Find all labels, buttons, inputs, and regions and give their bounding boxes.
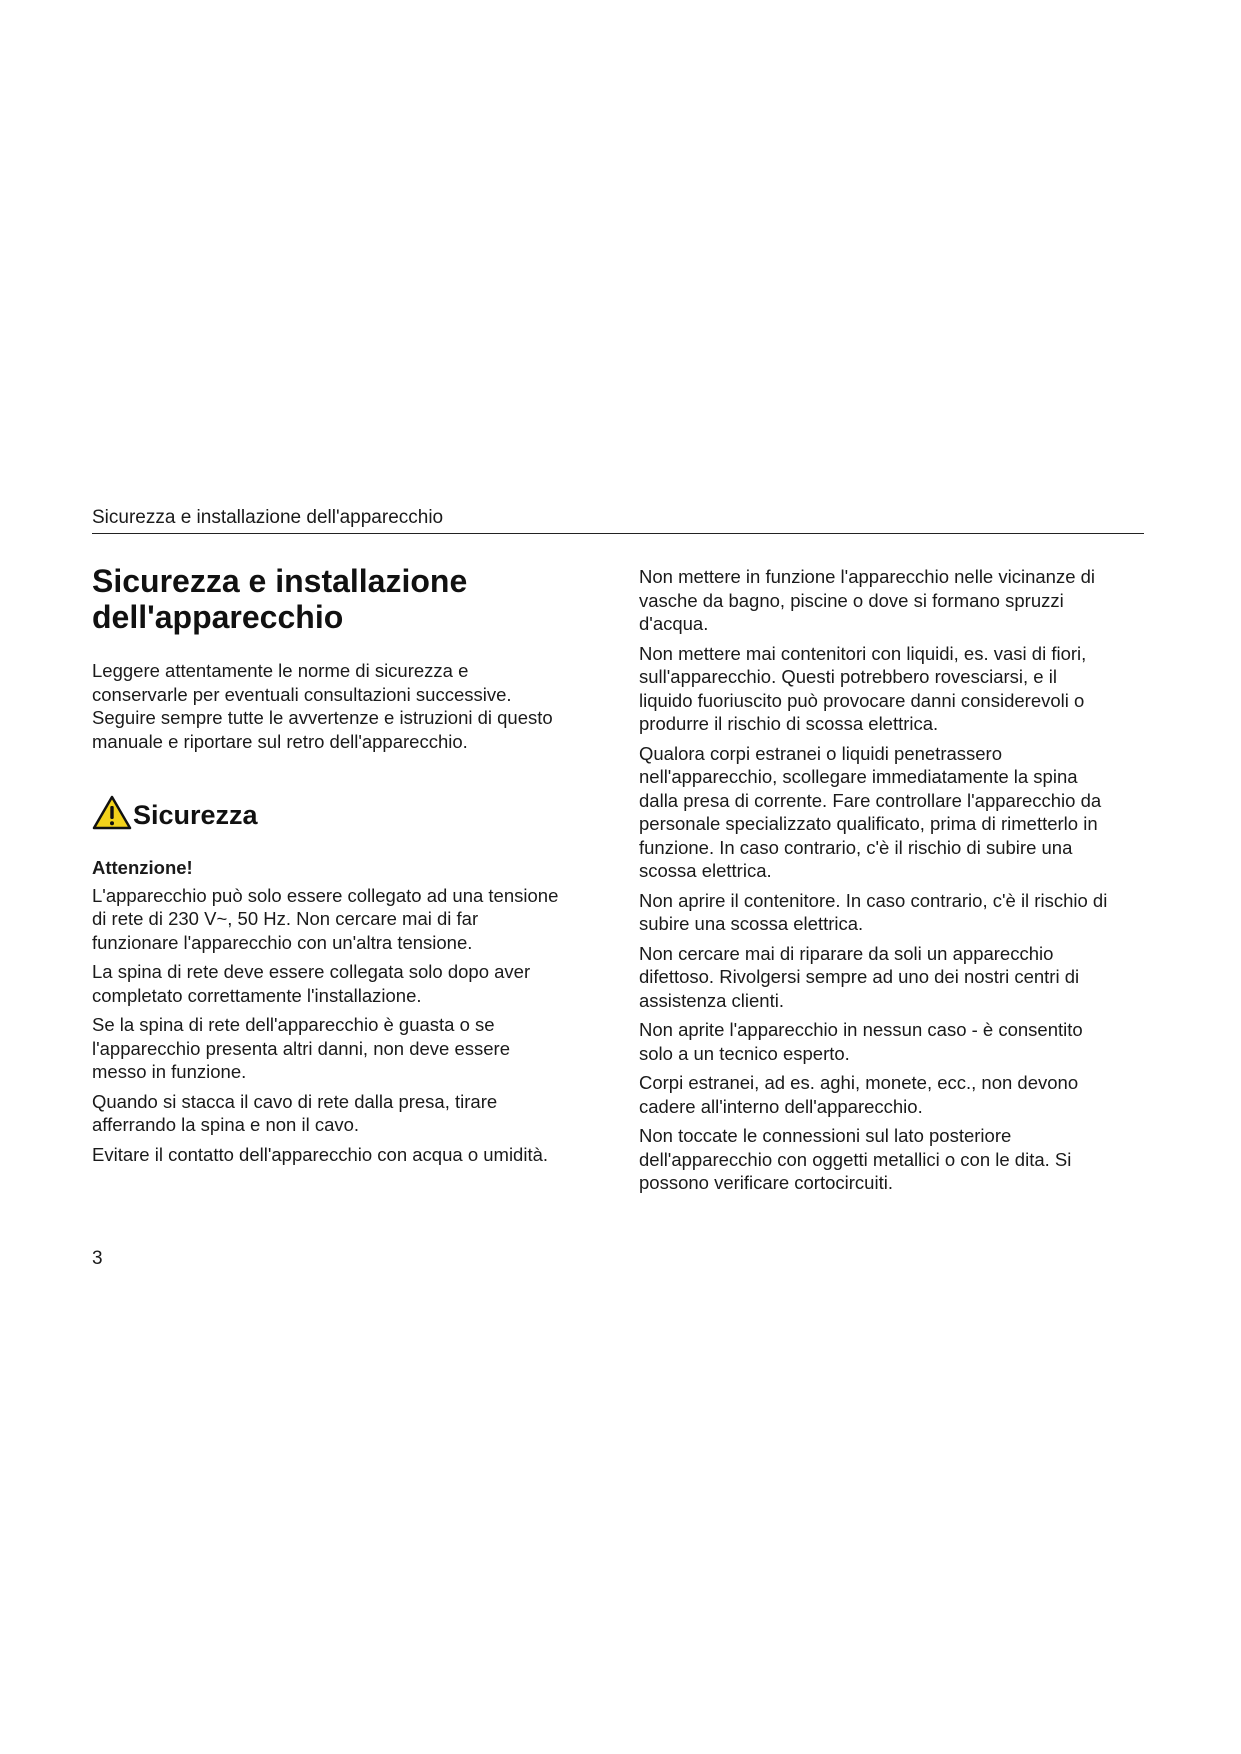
left-paragraph: Quando si stacca il cavo di rete dalla presa, tirare afferrando la spina e non il cavo. <box>92 1090 498 1135</box>
right-paragraph: Non aprite l'apparecchio in nessun caso - è consentito solo a un tecnico esperto. <box>639 1019 1083 1064</box>
right-paragraph: Non cercare mai di riparare da soli un apparecchio difettoso. Rivolgersi sempre ad uno dei nostri centri di assistenza clienti. <box>639 942 1080 1011</box>
intro-paragraph: Leggere attentamente le norme di sicurezza e conservarle per eventuali consultazioni successive. Seguire sempre tutte le avvertenze e istruzioni di questo manuale e riportare sul retro dell'apparecchio. <box>92 660 553 752</box>
warning-triangle-icon <box>92 795 132 831</box>
attention-label: Attenzione! <box>92 857 193 878</box>
section-heading-label: Sicurezza <box>133 800 258 830</box>
right-paragraph: Non aprire il contenitore. In caso contrario, c'è il rischio di subire una scossa elettrica. <box>639 889 1108 934</box>
right-paragraph: Non mettere in funzione l'apparecchio nelle vicinanze di vasche da bagno, piscine o dove si formano spruzzi d'acqua. <box>639 566 1096 634</box>
left-column <box>92 563 612 1172</box>
page-title: Sicurezza e installazione dell'apparecchio <box>92 563 468 635</box>
right-paragraph: Corpi estranei, ad es. aghi, monete, ecc., non devono cadere all'interno dell'apparecchio. <box>639 1072 1079 1117</box>
left-paragraph: L'apparecchio può solo essere collegato ad una tensione di rete di 230 V~, 50 Hz. Non cercare mai di far funzionare l'apparecchio con un'altra tensione. <box>92 884 559 953</box>
left-paragraph: La spina di rete deve essere collegata solo dopo aver completato correttamente l'installazione. <box>92 961 531 1006</box>
left-paragraph: Evitare il contatto dell'apparecchio con acqua o umidità. <box>92 1143 549 1165</box>
right-paragraph: Non mettere mai contenitori con liquidi, es. vasi di fiori, sull'apparecchio. Questi potrebbero rovesciarsi, e il liquido fuoriuscito può provocare danni considerevoli o produrre il rischio di scossa elettrica. <box>639 642 1087 734</box>
left-paragraph: Se la spina di rete dell'apparecchio è guasta o se l'apparecchio presenta altri danni, non deve essere messo in funzione. <box>92 1014 510 1082</box>
running-header: Sicurezza e installazione dell'apparecchio <box>92 507 444 528</box>
page-number: 3 <box>92 1248 103 1269</box>
right-paragraph: Non toccate le connessioni sul lato posteriore dell'apparecchio con oggetti metallici o con le dita. Si possono verificare cortocircuiti. <box>639 1125 1072 1193</box>
section-heading <box>92 795 612 831</box>
right-paragraph: Qualora corpi estranei o liquidi penetrassero nell'apparecchio, scollegare immediatamente la spina dalla presa di corrente. Fare controllare l'apparecchio da personale specializzato qualificato, prima di rimetterlo in funzione. In caso contrario, c'è il rischio di subire una scossa elettrica. <box>639 742 1102 881</box>
header-divider <box>92 533 1144 534</box>
right-column <box>639 565 1159 1201</box>
